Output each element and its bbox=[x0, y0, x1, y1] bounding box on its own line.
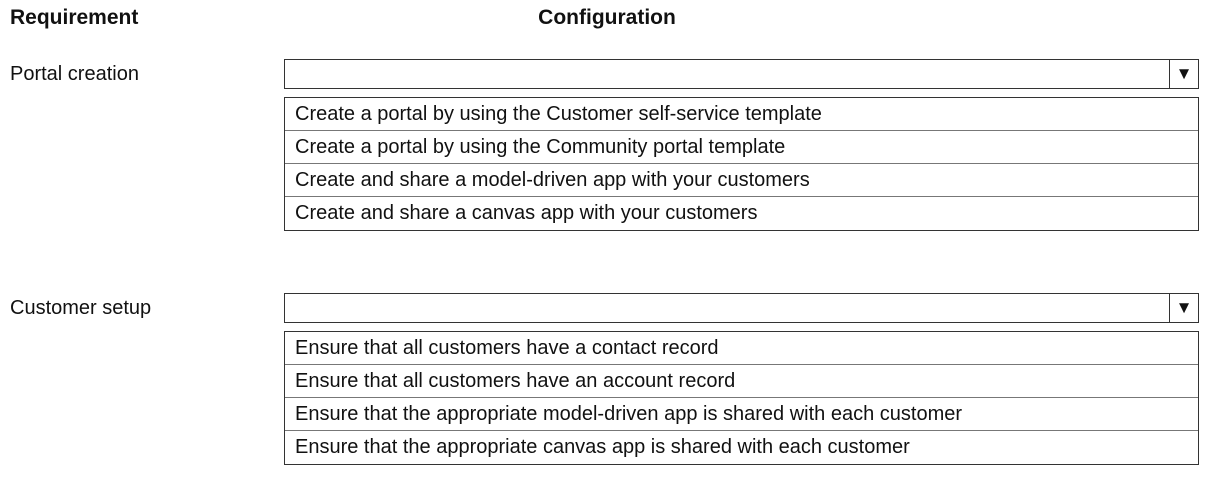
dropdown-option[interactable]: Create and share a model-driven app with your customers bbox=[285, 164, 1198, 197]
dropdown-option[interactable]: Create a portal by using the Customer self-service template bbox=[285, 98, 1198, 131]
dropdown-option[interactable]: Ensure that the appropriate canvas app is shared with each customer bbox=[295, 436, 910, 458]
customer-setup-select-box[interactable] bbox=[284, 293, 1199, 323]
dropdown-arrow-icon[interactable]: ▼ bbox=[1169, 294, 1198, 322]
portal-creation-options-list bbox=[284, 97, 1199, 231]
dropdown-option[interactable]: Ensure that all customers have a contact record bbox=[285, 332, 1198, 365]
portal-creation-select-box[interactable] bbox=[284, 59, 1199, 89]
requirement-label-portal-creation: Portal creation bbox=[10, 63, 139, 85]
dropdown-arrow-icon[interactable]: ▼ bbox=[1169, 60, 1198, 88]
configuration-column-header: Configuration bbox=[538, 6, 676, 29]
requirement-label-customer-setup: Customer setup bbox=[10, 297, 152, 319]
dropdown-option[interactable]: Create a portal by using the Community portal template bbox=[285, 131, 1198, 164]
portal-creation-dropdown[interactable] bbox=[284, 59, 1199, 231]
customer-setup-options-list bbox=[284, 331, 1199, 465]
dropdown-option[interactable]: Ensure that the appropriate model-driven app is shared with each customer bbox=[285, 398, 1198, 431]
customer-setup-dropdown[interactable] bbox=[284, 293, 1199, 465]
dropdown-option[interactable]: Create and share a canvas app with your customers bbox=[295, 202, 758, 224]
requirement-column-header: Requirement bbox=[10, 6, 139, 29]
dropdown-option[interactable]: Ensure that all customers have an account record bbox=[285, 365, 1198, 398]
